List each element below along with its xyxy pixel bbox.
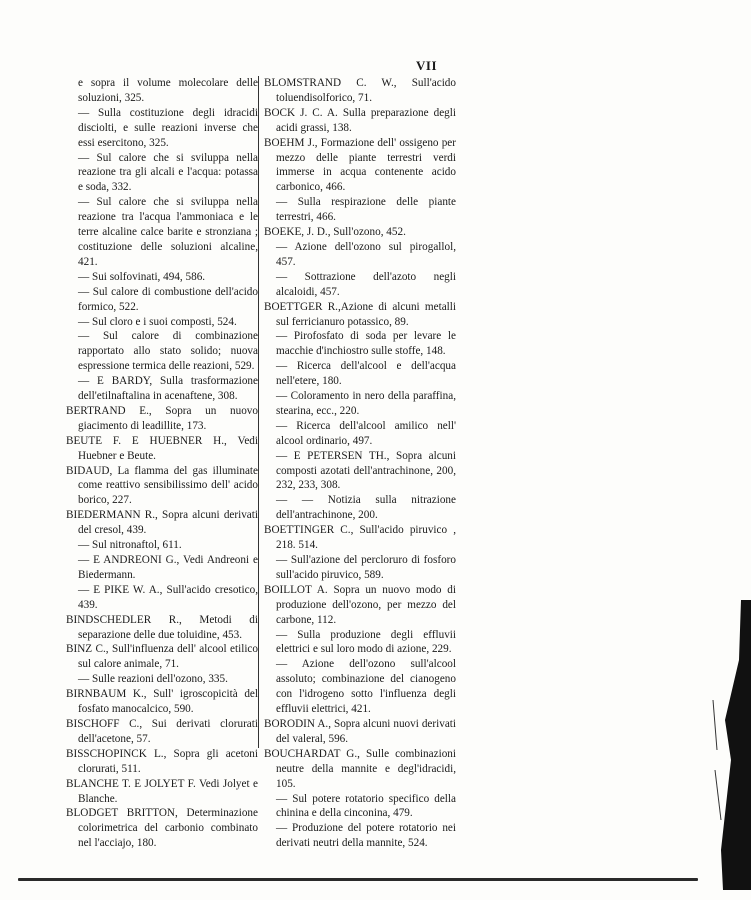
index-entry: BIRNBAUM K., Sull' igroscopicità del fosfato manocalcico, 590. — [66, 688, 258, 716]
index-entry: BEUTE F. E HUEBNER H., Vedi Huebner e Beute. — [66, 434, 258, 462]
index-subentry: — Ricerca dell'alcool e dell'acqua nell'etere, 180. — [276, 360, 456, 388]
index-entry: BINDSCHEDLER R., Metodi di separazione delle due toluidine, 453. — [66, 613, 258, 641]
index-subentry: — Pirofosfato di soda per levare le macchie d'inchiostro sulle stoffe, 148. — [276, 330, 456, 358]
left-column — [66, 76, 258, 851]
column-divider — [258, 76, 259, 748]
index-entry: BISSCHOPINCK L., Sopra gli acetoni clorurati, 511. — [66, 747, 258, 775]
index-entry: BERTRAND E., Sopra un nuovo giacimento di leadillite, 173. — [66, 404, 258, 432]
bottom-rule — [18, 878, 698, 881]
index-entry: BOILLOT A. Sopra un nuovo modo di produzione dell'ozono, per mezzo del carbone, 112. — [264, 583, 456, 626]
index-subentry: — Produzione del potere rotatorio nei derivati neutri della mannite, 524. — [276, 822, 456, 850]
index-subentry: — — Notizia sulla nitrazione dell'antrachinone, 200. — [276, 494, 456, 522]
index-subentry: — E PIKE W. A., Sull'acido cresotico, 439. — [78, 583, 258, 611]
index-subentry: — Sul calore che si sviluppa nella reazione tra l'acqua l'ammoniaca e le terre alcaline calce barite e stronziana ; costituzione delle soluzioni alcaline, 421. — [78, 196, 258, 268]
index-entry: BINZ C., Sull'influenza dell' alcool etilico sul calore animale, 71. — [66, 643, 258, 671]
index-subentry: — Sulla costituzione degli idracidi disciolti, e sulle reazioni inverse che essi esercitono, 325. — [78, 106, 258, 149]
right-column — [264, 76, 456, 851]
index-subentry: — Sul potere rotatorio specifico della chinina e della cinconina, 479. — [276, 792, 456, 820]
index-subentry: — Azione dell'ozono sul pirogallol, 457. — [276, 240, 456, 268]
index-entry: BIDAUD, La flamma del gas illuminate come reattivo sensibilissimo dell' acido borico, 227. — [66, 464, 258, 507]
index-subentry: — Ricerca dell'alcool amilico nell' alcool ordinario, 497. — [276, 419, 456, 447]
index-entry: BOEHM J., Formazione dell' ossigeno per mezzo delle piante terrestri verdi immerse in acqua contenente acido carbonico, 466. — [264, 136, 456, 194]
index-entry: BOETTINGER C., Sull'acido piruvico , 218. 514. — [264, 524, 456, 552]
index-subentry: — Sulle reazioni dell'ozono, 335. — [78, 673, 228, 686]
index-subentry: — Sul nitronaftol, 611. — [78, 539, 182, 552]
index-subentry: e sopra il volume molecolare delle soluzioni, 325. — [78, 77, 258, 104]
index-entry: BOUCHARDAT G., Sulle combinazioni neutre della mannite e degl'idracidi, 105. — [264, 747, 456, 790]
index-subentry: — Sulla respirazione delle piante terrestri, 466. — [276, 196, 456, 224]
index-subentry: — Sottrazione dell'azoto negli alcaloidi, 457. — [276, 270, 456, 298]
index-entry: BOETTGER R.,Azione di alcuni metalli sul ferricianuro potassico, 89. — [264, 300, 456, 328]
index-subentry: — Sulla produzione degli effluvii elettrici e sul loro modo di azione, 229. — [276, 628, 456, 656]
index-entry: BOEKE, J. D., Sull'ozono, 452. — [264, 226, 406, 239]
index-entry: BOCK J. C. A. Sulla preparazione degli acidi grassi, 138. — [264, 106, 456, 134]
index-subentry: — Coloramento in nero della paraffina, stearina, ecc., 220. — [276, 390, 456, 417]
index-subentry: — Azione dell'ozono sull'alcool assoluto; combinazione del cianogeno con l'idrogeno sotto l'influenza degli effluvii elettrici, 421. — [276, 658, 456, 716]
index-subentry: — Sul calore di combustione dell'acido formico, 522. — [78, 285, 258, 313]
index-entry: BORODIN A., Sopra alcuni nuovi derivati del valeral, 596. — [264, 717, 456, 745]
index-subentry: — E ANDREONI G., Vedi Andreoni e Biedermann. — [78, 554, 258, 581]
index-entry: BLANCHE T. E JOLYET F. Vedi Jolyet e Blanche. — [66, 777, 258, 805]
index-subentry: — Sul calore che si sviluppa nella reazione tra gli alcali e l'acqua: potassa e soda, 332. — [78, 151, 258, 194]
index-entry: BIEDERMANN R., Sopra alcuni derivati del cresol, 439. — [66, 509, 258, 537]
index-subentry: — Sui solfovinati, 494, 586. — [78, 270, 206, 283]
page-edge-mark — [711, 600, 751, 890]
index-subentry: — E PETERSEN TH., Sopra alcuni composti azotati dell'antrachinone, 200, 232, 233, 308. — [276, 449, 456, 492]
index-subentry: — Sul calore di combinazione rapportato allo stato solido; nuova espressione termica delle reazioni, 529. — [78, 330, 258, 373]
page-number: VII — [416, 58, 438, 73]
index-subentry: — Sul cloro e i suoi composti, 524. — [78, 315, 237, 328]
index-entry: BLODGET BRITTON, Determinazione colorimetrica del carbonio combinato nel l'acciajo, 180. — [66, 807, 258, 850]
index-subentry: — Sull'azione del percloruro di fosforo sull'acido piruvico, 589. — [276, 554, 456, 581]
index-entry: BISCHOFF C., Sui derivati clorurati dell'acetone, 57. — [66, 717, 258, 745]
index-entry: BLOMSTRAND C. W., Sull'acido toluendisolforico, 71. — [264, 77, 456, 104]
index-subentry: — E BARDY, Sulla trasformazione dell'etilnaftalina in acenaftene, 308. — [78, 375, 258, 403]
